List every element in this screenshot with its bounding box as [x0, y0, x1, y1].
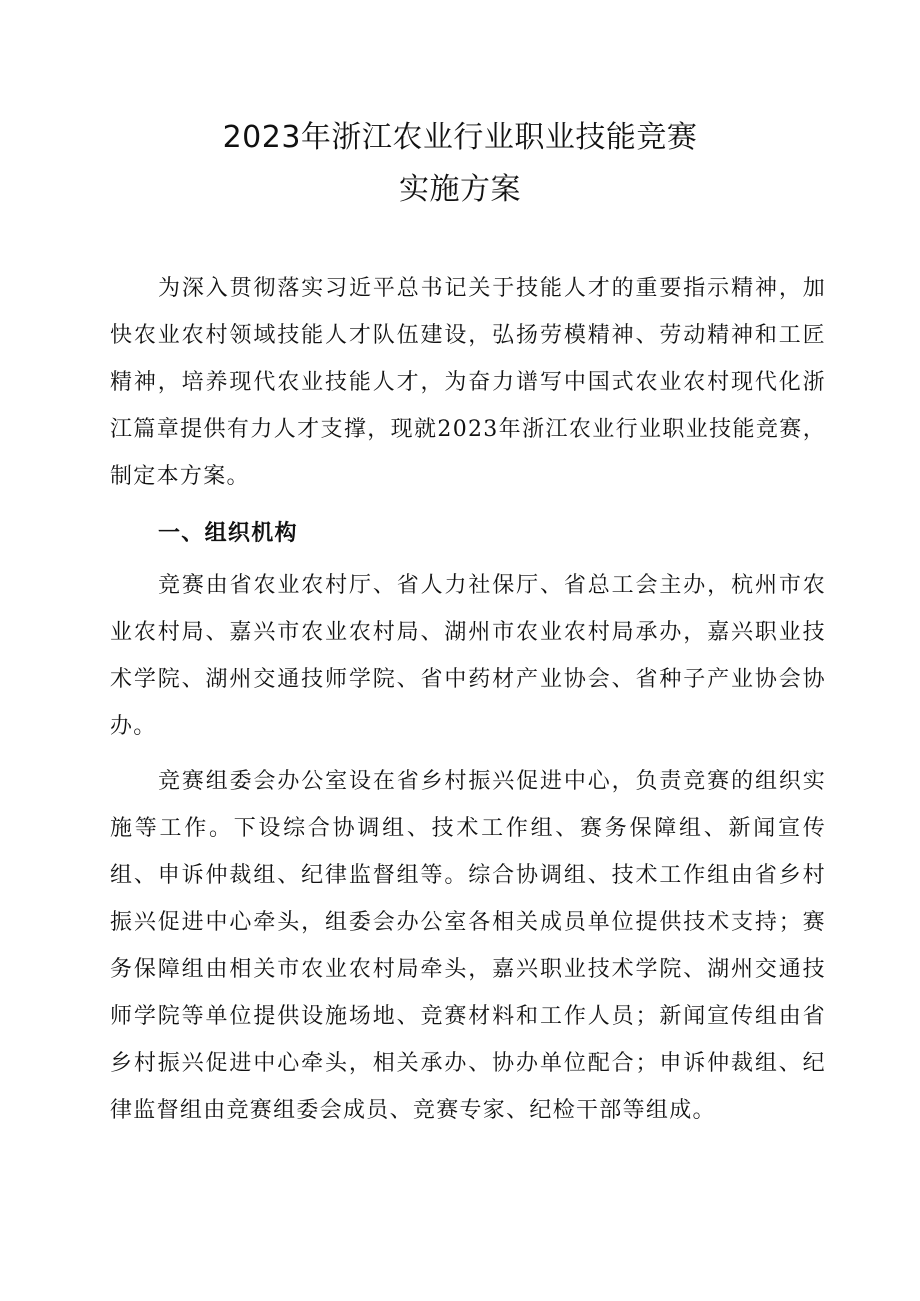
section-heading-organization: 一、组织机构: [158, 521, 298, 546]
intro-paragraph: 为深入贯彻落实习近平总书记关于技能人才的重要指示精神，加快农业农村领域技能人才队伍建设，弘扬劳模精神、劳动精神和工匠精神，培养现代农业技能人才，为奋力谱写中国式农业农村现代化浙江篇章提供有力人才支撑，现就2023年浙江农业行业职业技能竞赛，制定本方案。: [110, 276, 826, 489]
organization-paragraph-2: 竞赛组委会办公室设在省乡村振兴促进中心，负责竞赛的组织实施等工作。下设综合协调组、技术工作组、赛务保障组、新闻宣传组、申诉仲裁组、纪律监督组等。综合协调组、技术工作组由省乡村振兴促进中心牵头，组委会办公室各相关成员单位提供技术支持；赛务保障组由相关市农业农村局牵头，嘉兴职业技术学院、湖州交通技师学院等单位提供设施场地、竞赛材料和工作人员；新闻宣传组由省乡村振兴促进中心牵头，相关承办、协办单位配合；申诉仲裁组、纪律监督组由竞赛组委会成员、竞赛专家、纪检干部等组成。: [110, 769, 826, 1123]
document-title: 2023年浙江农业行业职业技能竞赛: [222, 120, 698, 155]
organization-paragraph-1: 竞赛由省农业农村厅、省人力社保厅、省总工会主办，杭州市农业农村局、嘉兴市农业农村局、湖州市农业农村局承办，嘉兴职业技术学院、湖州交通技师学院、省中药材产业协会、省种子产业协会协办。: [110, 573, 826, 739]
document-subtitle: 实施方案: [399, 172, 521, 207]
